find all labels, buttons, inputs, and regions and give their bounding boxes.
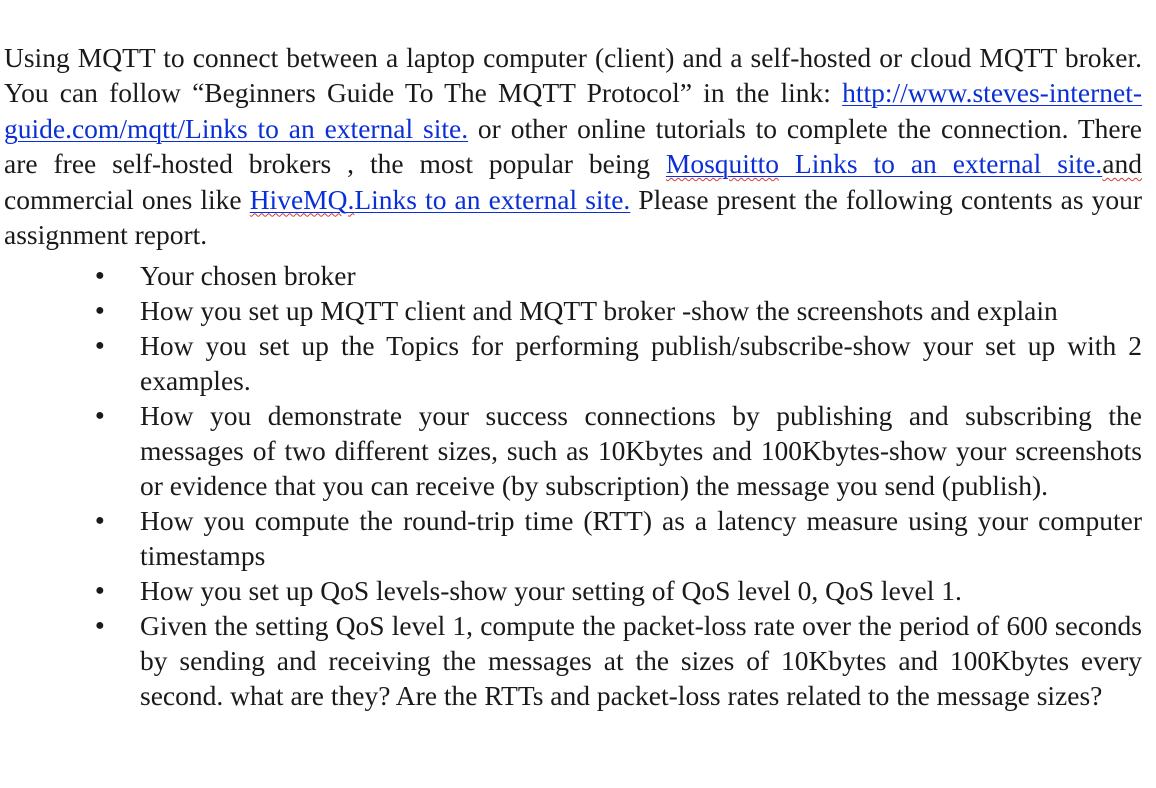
steves-guide-external-label[interactable]: Links to an external site. — [185, 112, 469, 144]
hivemq-word[interactable]: HiveMQ. — [249, 183, 355, 215]
bullet-icon: ● — [95, 267, 105, 284]
list-item-text: How you demonstrate your success connections by publishing and subscribing the messages of two different sizes, such as 10Kbytes and 100Kbytes-show your screenshots or evidence that you can receive (by subscription) the message you send (publish). — [140, 400, 1142, 501]
list-item-text: How you compute the round-trip time (RTT) as a latency measure using your computer timestamps — [140, 505, 1142, 571]
steves-guide-url[interactable]: http://www.steves-internet-guide.com/mqtt/ — [4, 77, 1142, 144]
intro-paragraph — [4, 40, 1142, 253]
bullet-icon: ● — [95, 407, 105, 424]
hivemq-link[interactable] — [250, 184, 631, 215]
list-item-text: Given the setting QoS level 1, compute the packet-loss rate over the period of 600 seconds by sending and receiving the messages at the sizes of 10Kbytes and 100Kbytes every second. what are they? Are the RTTs and packet-loss rates related to the message sizes? — [140, 610, 1142, 711]
intro-text-1: Using MQTT to connect between a laptop computer (client) and a self-hosted or cloud MQTT broker. You can follow “Beginners Guide To The MQTT Protocol” in the link: — [4, 41, 1142, 108]
mosquitto-link[interactable] — [666, 148, 1102, 179]
list-item-qos-levels — [0, 573, 1156, 608]
list-item-message-sizes — [0, 398, 1156, 503]
bullet-icon: ● — [95, 302, 105, 319]
bullet-icon: ● — [95, 512, 105, 529]
report-contents-list — [0, 258, 1156, 713]
intro-text-5: Please present the following contents as your assignment report. — [4, 183, 1143, 250]
hivemq-external-label[interactable]: Links to an external site. — [354, 183, 631, 215]
list-item-packet-loss — [0, 608, 1156, 713]
list-item-rtt — [0, 503, 1156, 573]
bullet-icon: ● — [95, 337, 105, 354]
intro-and-word: and — [1102, 148, 1142, 179]
list-item-chosen-broker — [0, 258, 1156, 293]
list-item-text: Your chosen broker — [140, 260, 356, 291]
list-item-client-broker-setup — [0, 293, 1156, 328]
intro-text-4: commercial ones like — [4, 183, 250, 215]
list-item-text: How you set up QoS levels-show your setting of QoS level 0, QoS level 1. — [140, 575, 962, 606]
bullet-icon: ● — [95, 582, 105, 599]
bullet-icon: ● — [95, 617, 105, 634]
list-item-text: How you set up MQTT client and MQTT broker -show the screenshots and explain — [140, 295, 1058, 326]
list-item-text: How you set up the Topics for performing publish/subscribe-show your set up with 2 examples. — [140, 330, 1142, 396]
intro-text-2: or other online tutorials to complete the connection. There are free self-hosted brokers , the most popular being — [4, 112, 1142, 179]
mosquitto-external-label[interactable]: Links to an external site. — [778, 148, 1103, 179]
mosquitto-word[interactable]: Mosquitto — [665, 148, 779, 179]
list-item-topics-setup — [0, 328, 1156, 398]
